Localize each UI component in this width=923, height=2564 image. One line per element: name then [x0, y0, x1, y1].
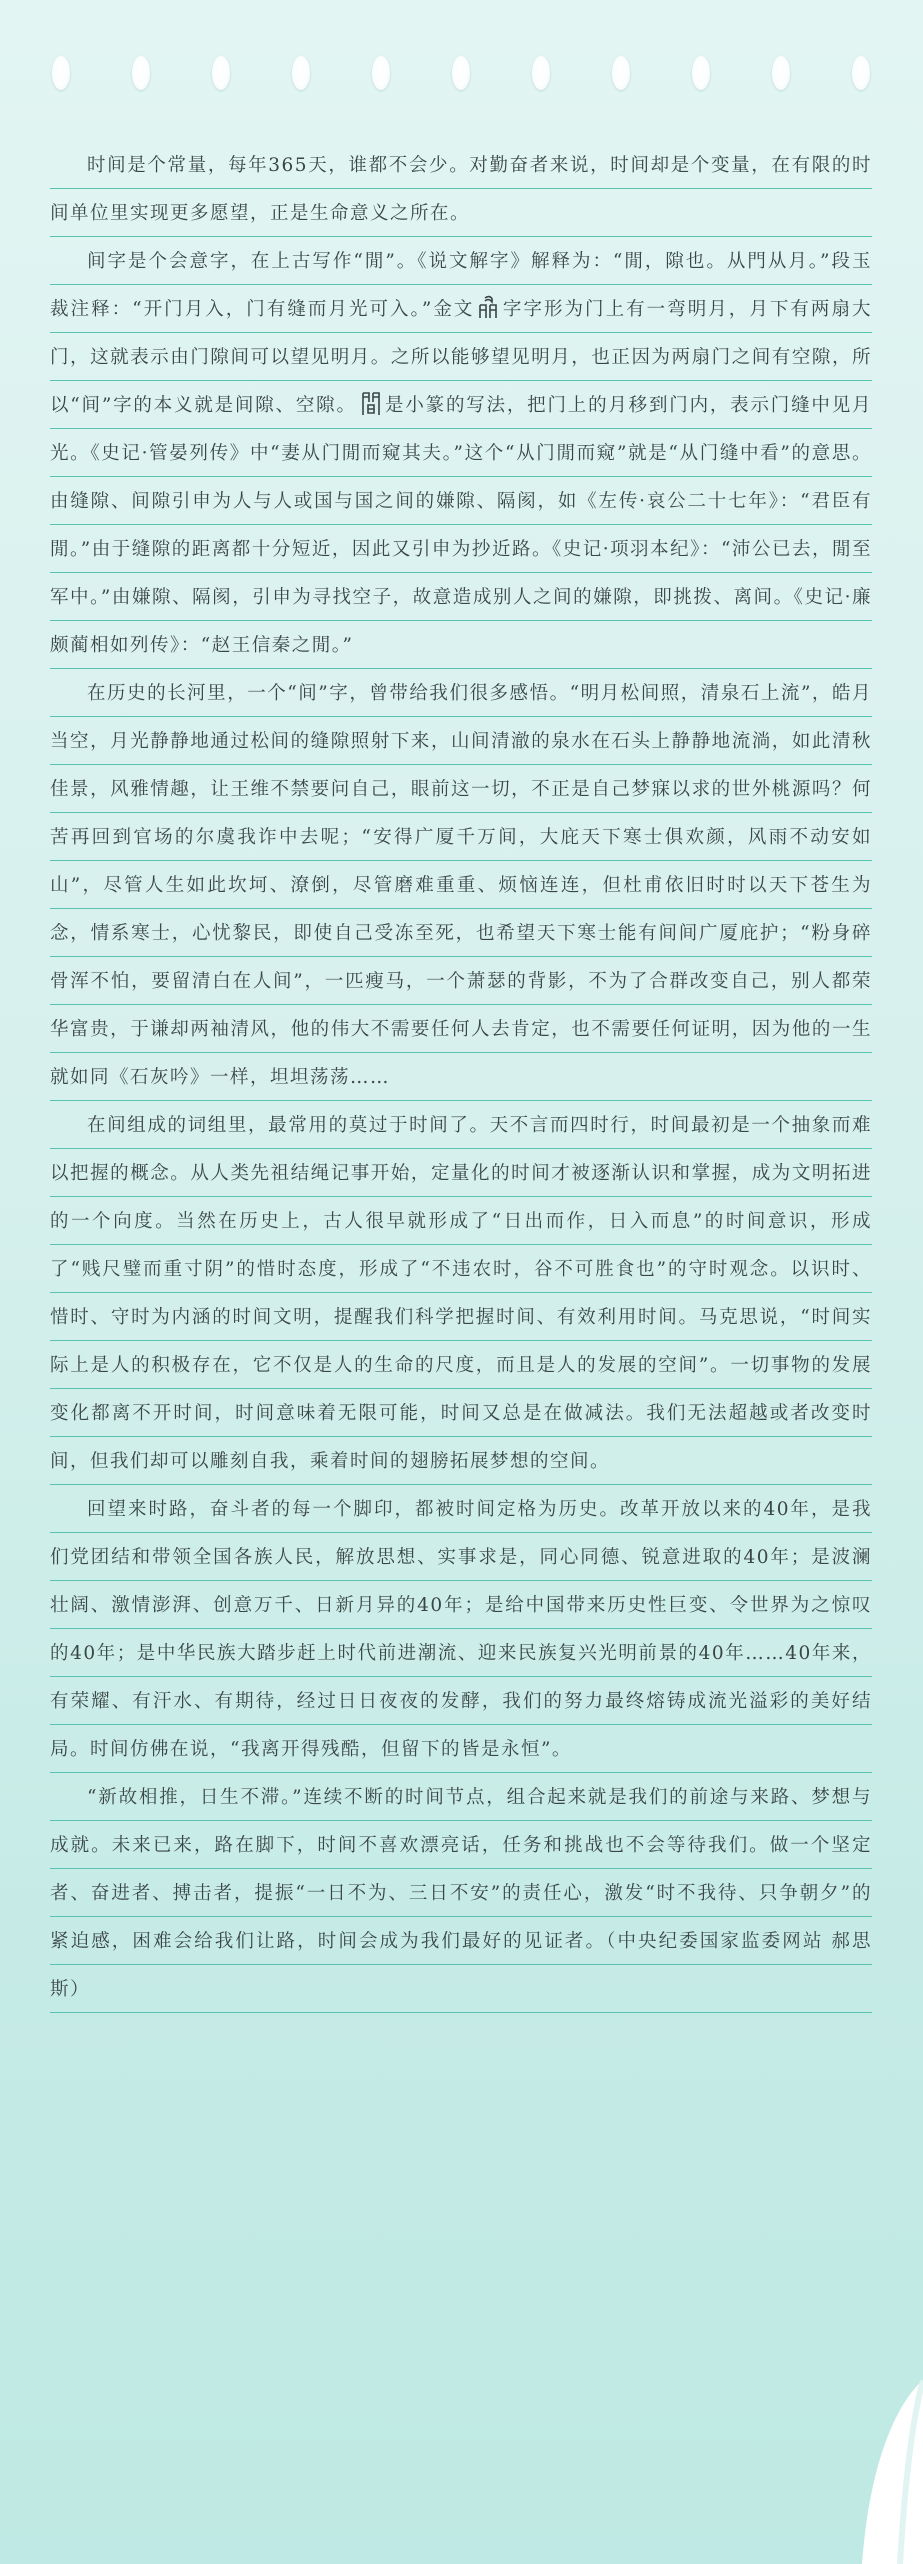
binding-hole — [692, 56, 710, 90]
binding-hole — [212, 56, 230, 90]
binding-hole — [372, 56, 390, 90]
binding-hole — [772, 56, 790, 90]
paragraph-5-text: 回望来时路，奋斗者的每一个脚印，都被时间定格为历史。改革开放以来的40年，是我们党团结和带领全国各族人民，解放思想、实事求是，同心同德、锐意进取的40年；是波澜壮阔、激情澎湃、创意万千、日新月异的40年；是给中国带来历史性巨变、令世界为之惊叹的40年；是中华民族大踏步赶上时代前进潮流、迎来民族复兴光明前景的40年……40年来，有荣耀、有汗水、有期待，经过日日夜夜的发酵，我们的努力最终熔铸成流光溢彩的美好结局。时间仿佛在说，“我离开得残酷，但留下的皆是永恒”。 — [50, 1499, 872, 1760]
paragraph-1-text: 时间是个常量，每年365天，谁都不会少。对勤奋者来说，时间却是个变量，在有限的时间单位里实现更多愿望，正是生命意义之所在。 — [50, 155, 872, 224]
binding-hole — [292, 56, 310, 90]
binding-hole — [612, 56, 630, 90]
binding-hole — [52, 56, 70, 90]
paragraph-5 — [50, 1486, 872, 1774]
binding-hole — [532, 56, 550, 90]
paragraph-2-text-c: 是小篆的写法，把门上的月移到门内，表示门缝中见月光。《史记·管晏列传》中“妻从门閒而窥其夫。”这个“从门閒而窥”就是“从门缝中看”的意思。由缝隙、间隙引申为人与人或国与国之间的嫌隙、隔阂，如《左传·哀公二十七年》：“君臣有閒。”由于缝隙的距离都十分短近，因此又引申为抄近路。《史记·项羽本纪》：“沛公已去，閒至军中。”由嫌隙、隔阂，引申为寻找空子，故意造成别人之间的嫌隙，即挑拨、离间。《史记·廉颇蔺相如列传》：“赵王信秦之閒。” — [50, 395, 872, 656]
paragraph-6-text: “新故相推，日生不滞。”连续不断的时间节点，组合起来就是我们的前途与来路、梦想与成就。未来已来，路在脚下，时间不喜欢漂亮话，任务和挑战也不会等待我们。做一个坚定者、奋进者、搏击者，提振“一日不为、三日不安”的责任心，激发“时不我待、只争朝夕”的紧迫感，困难会给我们让路，时间会成为我们最好的见证者。（中央纪委国家监委网站 郝思斯） — [50, 1787, 872, 2000]
paragraph-2-text-b: 字字形为门上有一弯明月，月下有两扇大门，这就表示由门隙间可以望见明月。之所以能够望见明月，也正因为两扇门之间有空隙，所以“间”字的本义就是间隙、空隙。 — [50, 299, 872, 416]
paragraph-2 — [50, 238, 872, 670]
paragraph-1 — [50, 142, 872, 238]
paragraph-2-text-a: 间字是个会意字，在上古写作“閒”。《说文解字》解释为：“閒，隙也。从門从月。”段玉裁注释：“开门月入，门有缝而月光可入。”金文 — [50, 251, 872, 320]
binding-hole — [132, 56, 150, 90]
binding-hole — [852, 56, 870, 90]
bronze-script-jian-glyph — [477, 294, 499, 320]
paragraph-4 — [50, 1102, 872, 1486]
article-body — [50, 142, 872, 2014]
small-seal-jian-glyph — [360, 390, 382, 416]
paragraph-3-text: 在历史的长河里，一个“间”字，曾带给我们很多感悟。“明月松间照，清泉石上流”，皓月当空，月光静静地通过松间的缝隙照射下来，山间清澈的泉水在石头上静静地流淌，如此清秋佳景，风雅情趣，让王维不禁要问自己，眼前这一切，不正是自己梦寐以求的世外桃源吗？何苦再回到官场的尔虞我诈中去呢；“安得广厦千万间，大庇天下寒士俱欢颜，风雨不动安如山”，尽管人生如此坎坷、潦倒，尽管磨难重重、烦恼连连，但杜甫依旧时时以天下苍生为念，情系寒士，心忧黎民，即使自己受冻至死，也希望天下寒士能有间间广厦庇护；“粉身碎骨浑不怕，要留清白在人间”，一匹瘦马，一个萧瑟的背影，不为了合群改变自己，别人都荣华富贵，于谦却两袖清风，他的伟大不需要任何人去肯定，也不需要任何证明，因为他的一生就如同《石灰吟》一样，坦坦荡荡…… — [50, 683, 872, 1088]
binding-hole — [452, 56, 470, 90]
paragraph-4-text: 在间组成的词组里，最常用的莫过于时间了。天不言而四时行，时间最初是一个抽象而难以把握的概念。从人类先祖结绳记事开始，定量化的时间才被逐渐认识和掌握，成为文明拓进的一个向度。当然在历史上，古人很早就形成了“日出而作，日入而息”的时间意识，形成了“贱尺璧而重寸阴”的惜时态度，形成了“不违农时，谷不可胜食也”的守时观念。以识时、惜时、守时为内涵的时间文明，提醒我们科学把握时间、有效利用时间。马克思说，“时间实际上是人的积极存在，它不仅是人的生命的尺度，而且是人的发展的空间”。一切事物的发展变化都离不开时间，时间意味着无限可能，时间又总是在做减法。我们无法超越或者改变时间，但我们却可以雕刻自我，乘着时间的翅膀拓展梦想的空间。 — [50, 1115, 872, 1472]
paragraph-3 — [50, 670, 872, 1102]
paragraph-6 — [50, 1774, 872, 2014]
